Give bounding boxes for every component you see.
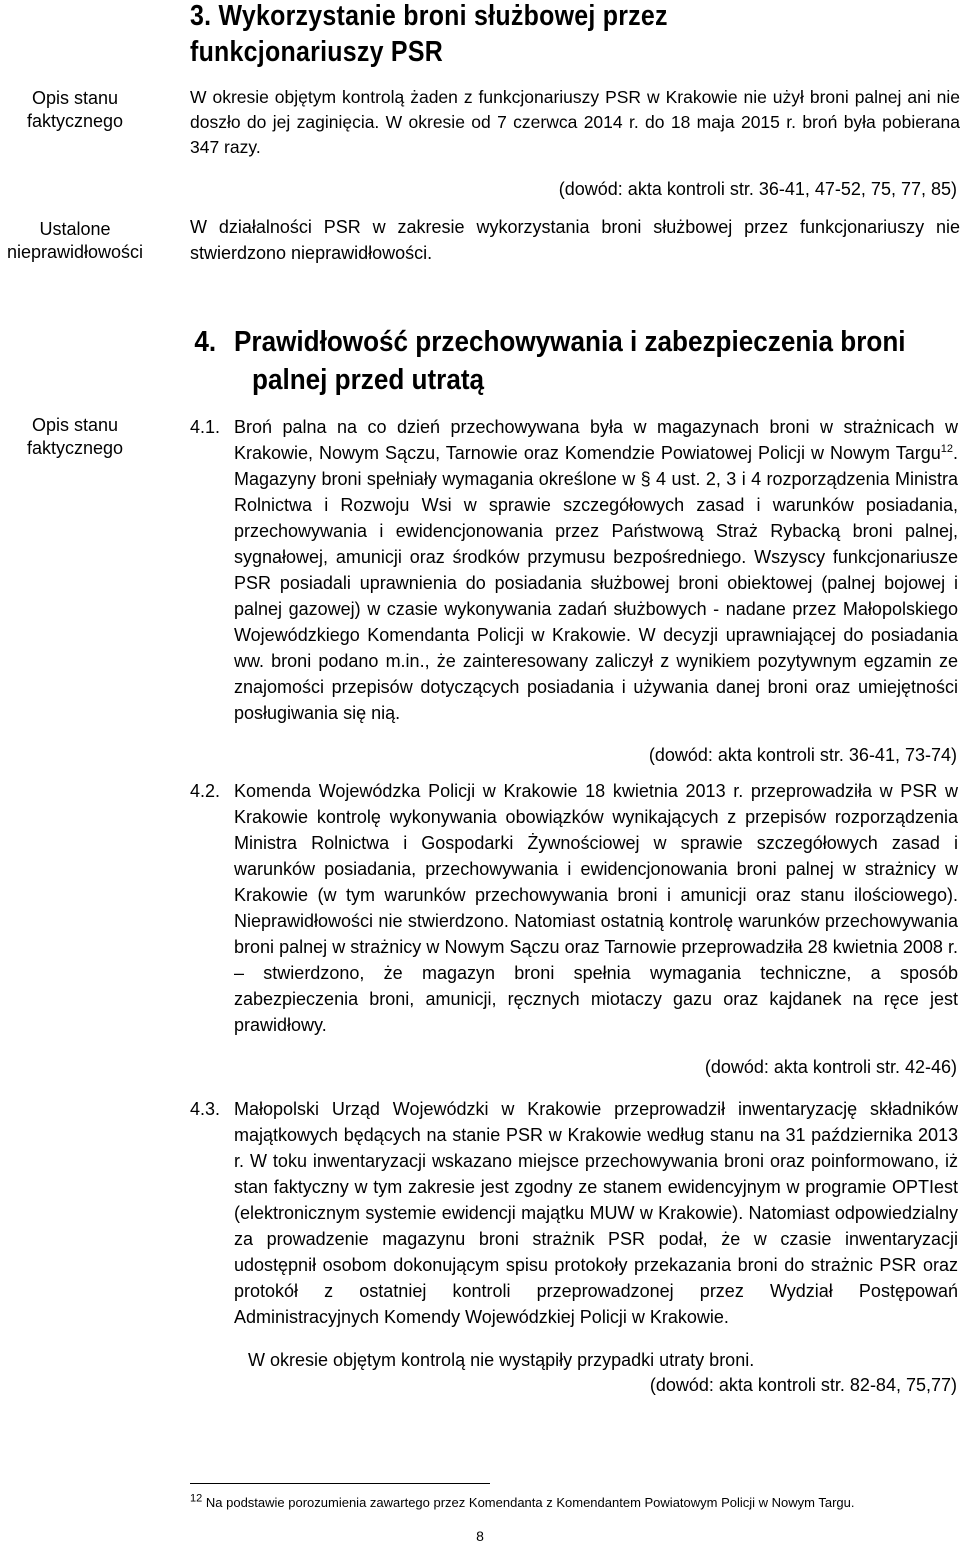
margin-label-facts-2: Opis stanu faktycznego: [26, 415, 124, 458]
item-4-1-number: 4.1.: [190, 417, 221, 437]
section-3-findings: W działalności PSR w zakresie wykorzystania broni służbowej przez funkcjonariuszy nie stwierdzono nieprawidłowości.: [190, 217, 960, 263]
item-4-1-evidence: (dowód: akta kontroli str. 36-41, 73-74): [648, 745, 957, 765]
item-4-1-text-b: . Magazyny broni spełniały wymagania określone w § 4 ust. 2, 3 i 4 rozporządzenia Ministra Rolnictwa i Rozwoju Wsi w sprawie szczegółowych zasad i warunków posiadania, przechowywania i ewidencjonowania przez Państwową Straż Rybacką broni palnej, sygnałowej, amunicji oraz środków przymusu bezpośredniego. Wszyscy funkcjonariusze PSR posiadali uprawnienia do posiadania służbowej broni obiektowej (palnej bojowej i palnej gazowej) w czasie wykonywania zadań służbowych - nadane przez Małopolskiego Wojewódzkiego Komendanta Policji w Krakowie. W decyzji uprawniającej do posiadania ww. broni podano m.in., że zainteresowany zaliczył z wynikiem pozytywnym egzamin ze znajomości przepisów dotyczących posiadania i używania danej broni oraz umiejętności posługiwania się nią.: [234, 443, 958, 723]
section-3-evidence: (dowód: akta kontroli str. 36-41, 47-52, 75, 77, 85): [558, 179, 957, 199]
item-4-3-text: Małopolski Urząd Wojewódzki w Krakowie przeprowadził inwentaryzację składników majątkowych będących na stanie PSR w Krakowie według stanu na 31 października 2013 r. W toku inwentaryzacji wskazano miejsce przechowywania broni oraz poinformowano, iż stan faktyczny w tym zakresie jest zgodny ze stanem ewidencyjnym w programie OPTIest (elektronicznym systemie ewidencji majątku MUW w Krakowie). Natomiast odpowiedzialny za prowadzenie magazynu broni strażnik PSR podał, że w czasie inwentaryzacji udostępnił osobom dokonującym spisu protokoły przekazania broni do strażnic PSR oraz protokół z ostatniej kontroli przeprowadzonej przez Wydział Postępowań Administracyjnych Komendy Wojewódzkiej Policji w Krakowie.: [234, 1099, 958, 1327]
section-4-heading-cont: palnej przed utratą: [252, 364, 485, 396]
closing-evidence: (dowód: akta kontroli str. 82-84, 75,77): [649, 1375, 957, 1395]
section-3-heading: 3. Wykorzystanie broni służbowej przez funkcjonariuszy PSR: [190, 0, 668, 68]
footnote-text: Na podstawie porozumienia zawartego przez Komendanta z Komendantem Powiatowym Policji w Nowym Targu.: [205, 1495, 855, 1510]
item-4-2-evidence: (dowód: akta kontroli str. 42-46): [704, 1057, 957, 1077]
item-4-3-number: 4.3.: [190, 1099, 221, 1119]
footnote-ref: 12: [940, 443, 953, 455]
section-4-heading-line1: Prawidłowość przechowywania i zabezpieczenia broni: [234, 326, 906, 358]
margin-label-findings: Ustalone nieprawidłowości: [6, 219, 144, 262]
item-4-2-number: 4.2.: [190, 781, 221, 801]
section-4-heading-number: 4.: [194, 326, 217, 358]
margin-label-facts: Opis stanu faktycznego: [26, 88, 124, 131]
closing-statement: W okresie objętym kontrolą nie wystąpiły przypadki utraty broni.: [248, 1350, 755, 1370]
item-4-2-text: Komenda Wojewódzka Policji w Krakowie 18 kwietnia 2013 r. przeprowadziła w PSR w Krakowie kontrolę wykonywania obowiązków wynikających z przepisów rozporządzenia Ministra Rolnictwa i Gospodarki Żywnościowej w sprawie szczegółowych zasad i warunków posiadania, przechowywania i ewidencjonowania broni palnej w strażnicy w Krakowie (w tym warunków przechowywania broni i amunicji oraz stanu ilościowego). Nieprawidłowości nie stwierdzono. Natomiast ostatnią kontrolę warunków przechowywania broni palnej w strażnicy w Nowym Sączu oraz Tarnowie przeprowadziła 28 kwietnia 2008 r. – stwierdzono, że magazyn broni spełnia wymagania techniczne, a sposób zabezpieczenia broni, amunicji, ręcznych miotaczy gazu oraz kajdanek na ręce jest prawidłowy.: [234, 781, 958, 1035]
item-4-1-text-a: Broń palna na co dzień przechowywana była w magazynach broni w strażnicach w Krakowie, Nowym Sączu, Tarnowie oraz Komendzie Powiatowej Policji w Nowym Targu: [234, 417, 958, 463]
footnote: [190, 1494, 960, 1512]
section-3-facts: W okresie objętym kontrolą żaden z funkcjonariuszy PSR w Krakowie nie użył broni palnej ani nie doszło do jej zaginięcia. W okresie od 7 czerwca 2014 r. do 18 maja 2015 r. broń była pobierana 347 razy.: [190, 87, 960, 157]
section-4-heading: [194, 323, 918, 361]
page-number: 8: [476, 1528, 484, 1544]
item-4-1-text: [234, 414, 958, 726]
footnote-number: 12: [190, 1492, 203, 1505]
footnote-separator: [190, 1483, 490, 1484]
